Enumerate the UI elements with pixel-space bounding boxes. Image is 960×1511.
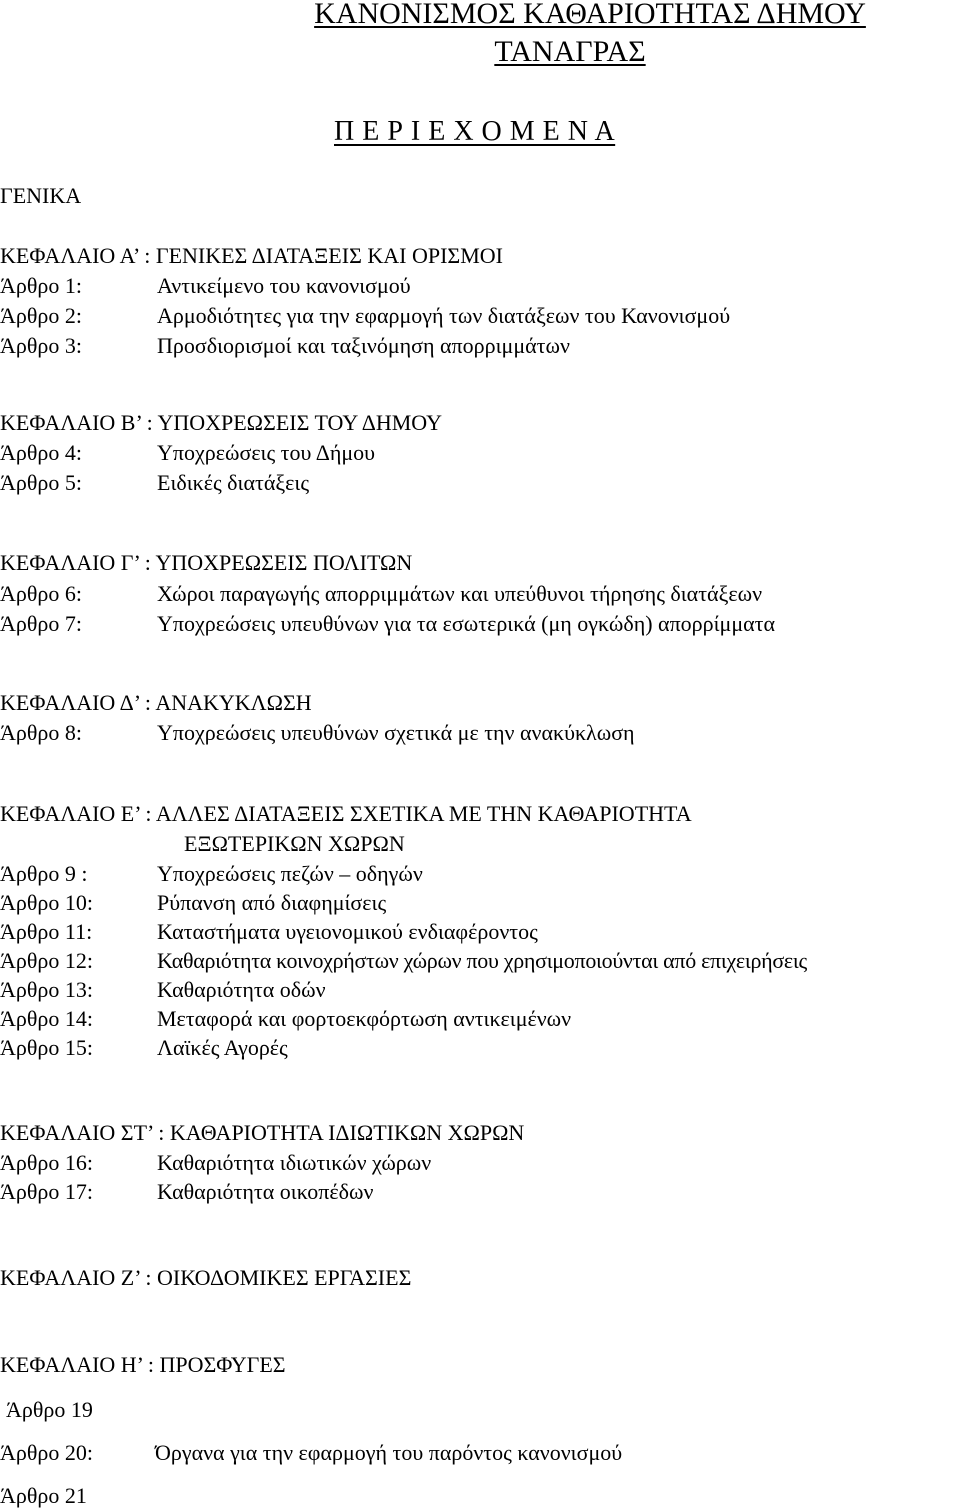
article-title: Μεταφορά και φορτοεκφόρτωση αντικειμένων (157, 1006, 572, 1031)
article-row (0, 610, 960, 638)
article-title: Όργανα για την εφαρμογή του παρόντος κανονισμού (155, 1440, 623, 1465)
article-row (0, 1481, 960, 1509)
article-label: Άρθρο 12: (0, 948, 93, 973)
article-title: Ρύπανση από διαφημίσεις (157, 890, 387, 915)
article-row (0, 302, 960, 330)
article-row (0, 918, 960, 946)
article-row (0, 1034, 960, 1062)
document-title-line1 (110, 0, 960, 32)
article-row (0, 1178, 960, 1206)
article-title: Λαϊκές Αγορές (157, 1035, 288, 1060)
general-heading: ΓΕΝΙΚΑ (0, 183, 82, 208)
chapter-z-heading: ΚΕΦΑΛΑΙΟ Ζ’ : ΟΙΚΟΔΟΜΙΚΕΣ ΕΡΓΑΣΙΕΣ (0, 1265, 412, 1290)
article-row (0, 1149, 960, 1177)
article-title: Καθαριότητα οδών (157, 977, 326, 1002)
article-row (0, 1005, 960, 1033)
article-title: Ειδικές διατάξεις (157, 470, 310, 495)
contents-heading: Π Ε Ρ Ι Ε Χ Ο Μ Ε Ν Α (334, 116, 616, 147)
chapter-e-heading-cont: ΕΞΩΤΕΡΙΚΩΝ ΧΩΡΩΝ (184, 831, 405, 856)
article-row (0, 439, 960, 467)
article-label: Άρθρο 8: (0, 720, 82, 745)
article-label: Άρθρο 10: (0, 890, 93, 915)
article-label: Άρθρο 15: (0, 1035, 93, 1060)
article-label: Άρθρο 4: (0, 440, 82, 465)
article-label: Άρθρο 5: (0, 470, 82, 495)
article-title: Υποχρεώσεις πεζών – οδηγών (157, 861, 423, 886)
article-label: Άρθρο 13: (0, 977, 93, 1002)
article-label: Άρθρο 2: (0, 303, 82, 328)
article-row (0, 719, 960, 747)
article-title: Χώροι παραγωγής απορριμμάτων και υπεύθυνοι τήρησης διατάξεων (157, 581, 763, 606)
article-row (6, 1395, 960, 1423)
chapter-d-heading: ΚΕΦΑΛΑΙΟ Δ’ : ΑΝΑΚΥΚΛΩΣΗ (0, 690, 312, 715)
document-title-line2 (90, 34, 960, 70)
article-label: Άρθρο 20: (0, 1440, 93, 1465)
article-title: Καθαριότητα οικοπέδων (157, 1179, 374, 1204)
article-label: Άρθρο 14: (0, 1006, 93, 1031)
article-label: Άρθρο 21 (0, 1483, 87, 1508)
article-title: Καταστήματα υγειονομικού ενδιαφέροντος (157, 919, 538, 944)
article-label: Άρθρο 3: (0, 333, 82, 358)
chapter-a-heading: ΚΕΦΑΛΑΙΟ Α’ : ΓΕΝΙΚΕΣ ΔΙΑΤΑΞΕΙΣ ΚΑΙ ΟΡΙΣΜΟΙ (0, 243, 504, 268)
article-label: Άρθρο 19 (6, 1397, 93, 1422)
article-title: Υποχρεώσεις υπευθύνων για τα εσωτερικά (μη ογκώδη) απορρίμματα (157, 611, 776, 636)
article-title: Προσδιορισμοί και ταξινόμηση απορριμμάτων (157, 333, 570, 358)
article-row (0, 580, 960, 608)
document-title-text-2: ΤΑΝΑΓΡΑΣ (494, 35, 646, 68)
chapter-c-heading: ΚΕΦΑΛΑΙΟ Γ’ : ΥΠΟΧΡΕΩΣΕΙΣ ΠΟΛΙΤΩΝ (0, 550, 413, 575)
article-row (0, 469, 960, 497)
article-label: Άρθρο 11: (0, 919, 93, 944)
article-row (0, 889, 960, 917)
chapter-e-heading: ΚΕΦΑΛΑΙΟ Ε’ : ΑΛΛΕΣ ΔΙΑΤΑΞΕΙΣ ΣΧΕΤΙΚΑ ΜΕ ΤΗΝ ΚΑΘΑΡΙΟΤΗΤΑ (0, 801, 692, 826)
article-title: Καθαριότητα κοινοχρήστων χώρων που χρησιμοποιούνται από επιχειρήσεις (157, 948, 807, 973)
article-label: Άρθρο 6: (0, 581, 82, 606)
article-row (0, 272, 960, 300)
article-title: Αντικείμενο του κανονισμού (157, 273, 411, 298)
article-label: Άρθρο 1: (0, 273, 82, 298)
article-row (0, 947, 960, 975)
article-label: Άρθρο 17: (0, 1179, 93, 1204)
article-title: Υποχρεώσεις του Δήμου (157, 440, 376, 465)
article-row (0, 976, 960, 1004)
chapter-b-heading: ΚΕΦΑΛΑΙΟ Β’ : ΥΠΟΧΡΕΩΣΕΙΣ ΤΟΥ ΔΗΜΟΥ (0, 410, 442, 435)
document-title-text: ΚΑΝΟΝΙΣΜΟΣ ΚΑΘΑΡΙΟΤΗΤΑΣ ΔΗΜΟΥ (314, 0, 866, 30)
article-title: Αρμοδιότητες για την εφαρμογή των διατάξεων του Κανονισμού (157, 303, 731, 328)
article-label: Άρθρο 16: (0, 1150, 93, 1175)
chapter-h-heading: ΚΕΦΑΛΑΙΟ Η’ : ΠΡΟΣΦΥΓΕΣ (0, 1352, 286, 1377)
article-title: Υποχρεώσεις υπευθύνων σχετικά με την ανακύκλωση (157, 720, 635, 745)
article-label: Άρθρο 9 : (0, 861, 88, 886)
article-row (0, 1438, 960, 1466)
article-row (0, 332, 960, 360)
article-title: Καθαριότητα ιδιωτικών χώρων (157, 1150, 432, 1175)
chapter-st-heading: ΚΕΦΑΛΑΙΟ ΣΤ’ : ΚΑΘΑΡΙΟΤΗΤΑ ΙΔΙΩΤΙΚΩΝ ΧΩΡΩΝ (0, 1120, 525, 1145)
article-label: Άρθρο 7: (0, 611, 82, 636)
article-row (0, 860, 960, 888)
